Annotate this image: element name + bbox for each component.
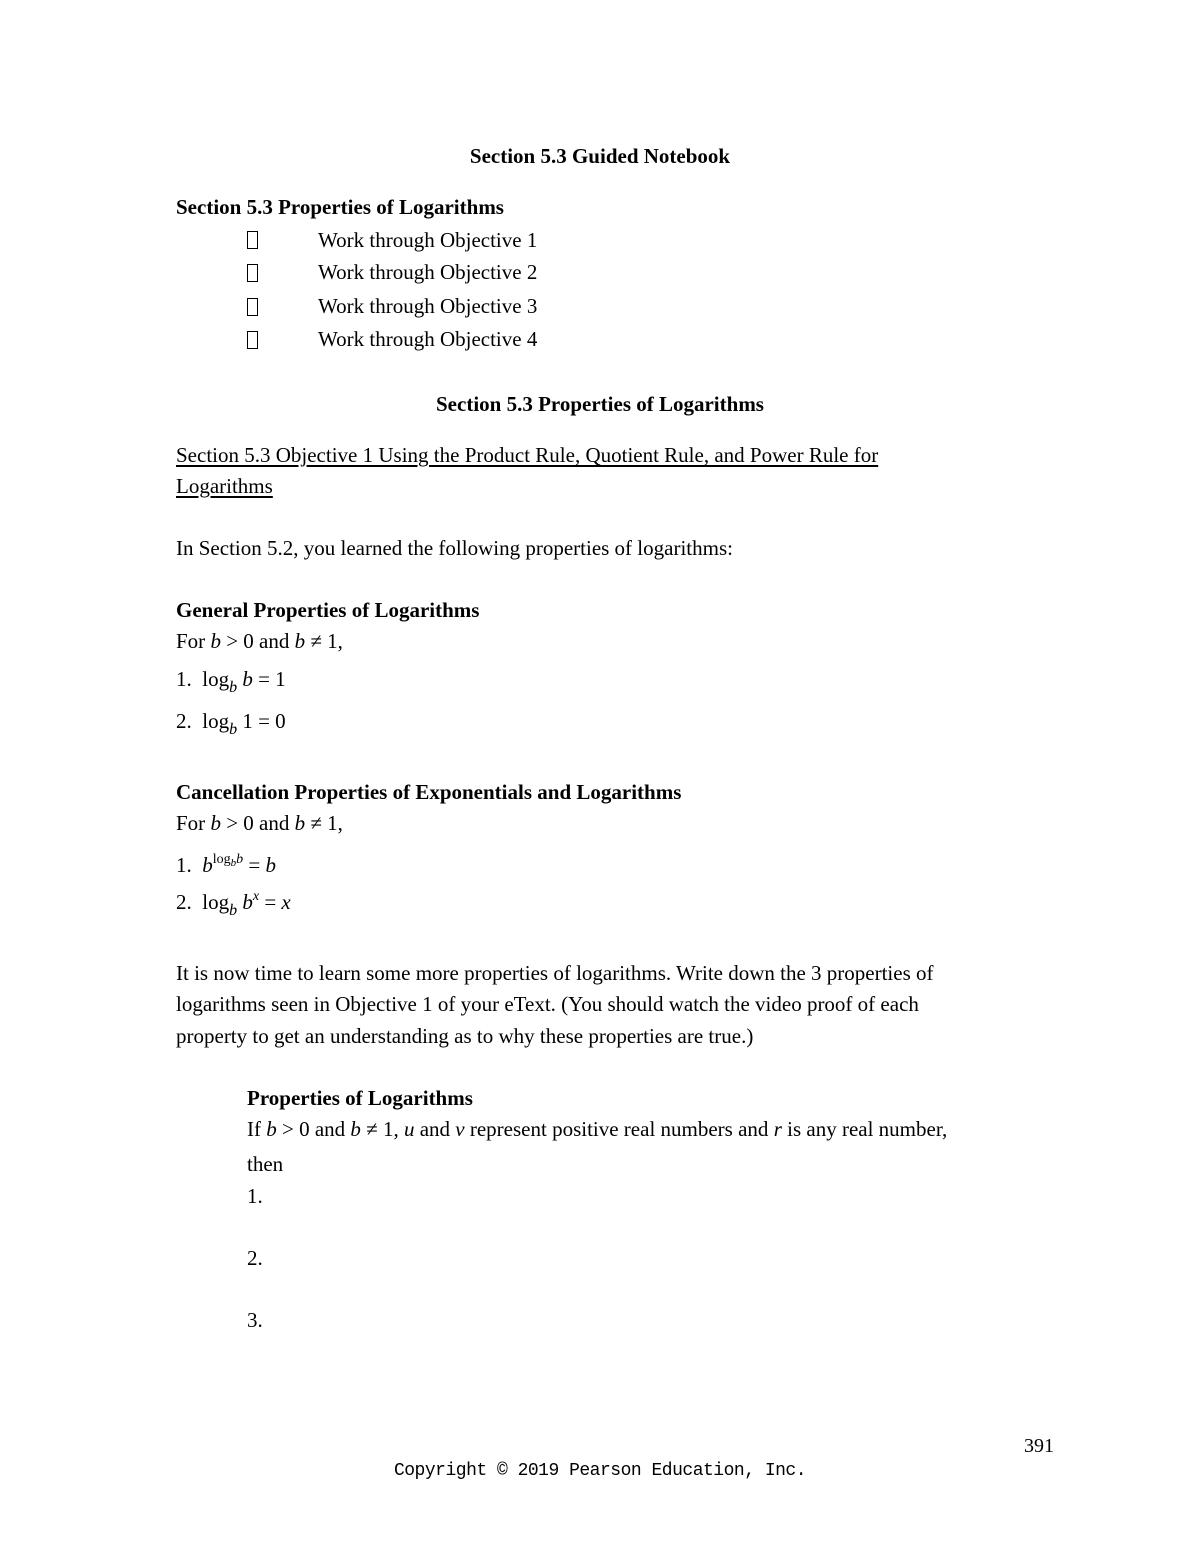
objective-title-line2: Logarithms [176,474,273,498]
properties-condition: If b > 0 and b ≠ 1, u and v represent positive real numbers and r is any real number, [247,1117,948,1141]
section-heading: Section 5.3 Properties of Logarithms [176,195,504,219]
properties-then: then [247,1152,284,1176]
properties-heading: Properties of Logarithms [247,1086,473,1110]
general-condition: For b > 0 and b ≠ 1, [176,629,343,653]
copyright-notice: Copyright © 2019 Pearson Education, Inc. [393,1461,807,1481]
objective-title-line1: Section 5.3 Objective 1 Using the Product Rule, Quotient Rule, and Power Rule for [176,443,879,467]
cancellation-condition: For b > 0 and b ≠ 1, [176,811,343,835]
section-heading-centered: Section 5.3 Properties of Logarithms [436,392,764,416]
checkbox-icon[interactable] [247,331,258,349]
checklist-label: Work through Objective 1 [318,228,538,252]
property-blank-1[interactable]: 1. [247,1184,263,1208]
checkbox-icon[interactable] [247,264,258,282]
intro-text: In Section 5.2, you learned the following properties of logarithms: [176,536,733,560]
general-properties-heading: General Properties of Logarithms [176,598,480,622]
checklist-label: Work through Objective 3 [318,294,538,318]
checklist-label: Work through Objective 2 [318,260,538,284]
checklist-label: Work through Objective 4 [318,327,538,351]
property-blank-2[interactable]: 2. [247,1246,263,1270]
instruction-line-1: It is now time to learn some more properties of logarithms. Write down the 3 properties of [176,961,934,985]
instruction-line-3: property to get an understanding as to why these properties are true.) [176,1024,754,1048]
instruction-line-2: logarithms seen in Objective 1 of your eText. (You should watch the video proof of each [176,992,919,1016]
cancellation-property-2: 2. $\log_b b^x = x$ [176,889,291,919]
page-title: Section 5.3 Guided Notebook [469,144,731,168]
page-number: 391 [1024,1435,1054,1457]
general-property-1: 1. $\log_b b = 1$ [176,667,286,696]
cancellation-properties-heading: Cancellation Properties of Exponentials and Logarithms [176,780,682,804]
property-blank-3[interactable]: 3. [247,1308,263,1332]
checkbox-icon[interactable] [247,231,258,249]
general-property-2: 2. $\log_b 1 = 0$ [176,709,286,738]
cancellation-property-1: 1. $b^{log_bb} = b$ [176,852,276,877]
checkbox-icon[interactable] [247,298,258,316]
